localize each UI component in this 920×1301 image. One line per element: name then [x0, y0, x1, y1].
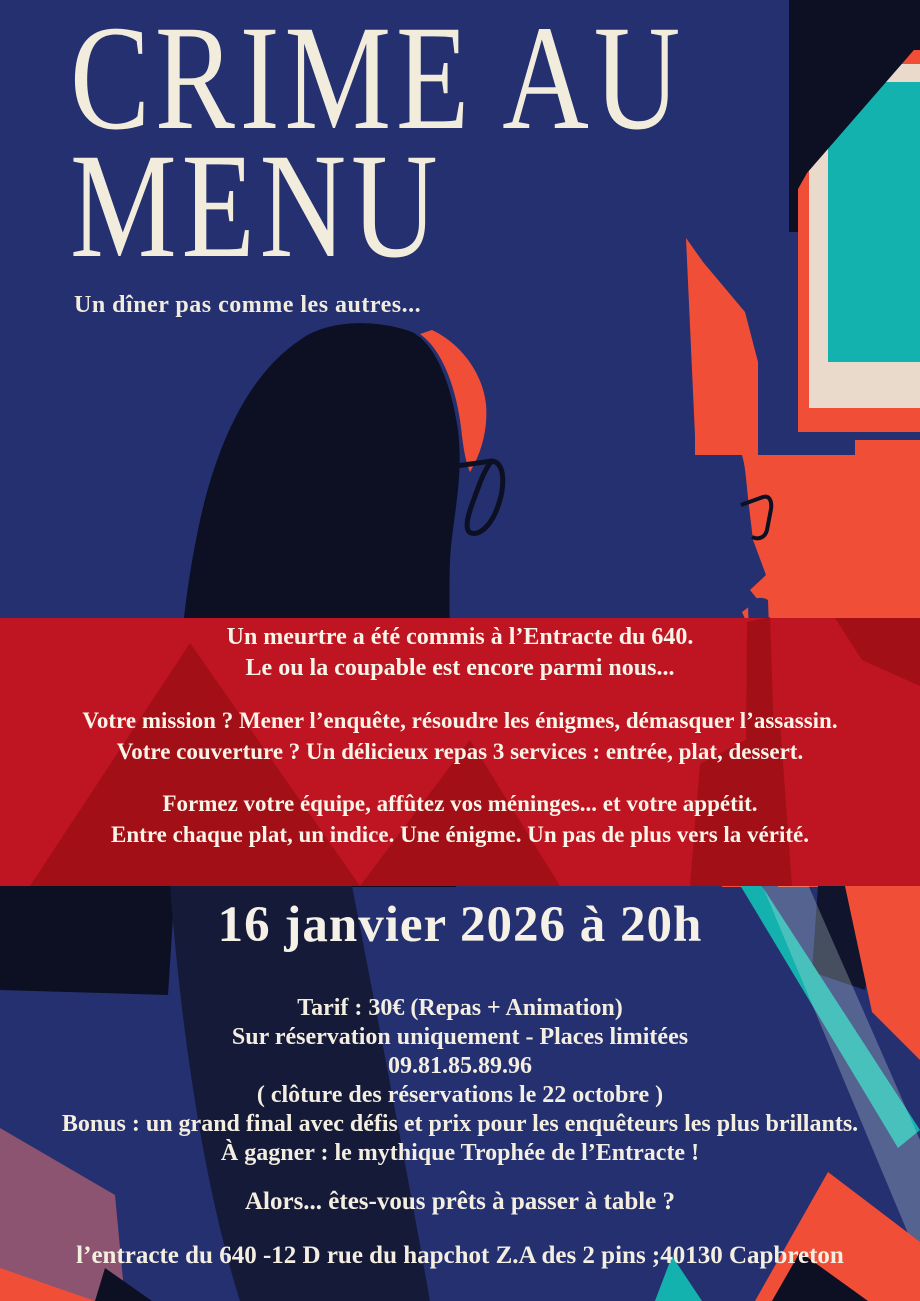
banner-teaser — [0, 788, 920, 850]
price-line: Tarif : 30€ (Repas + Animation) — [297, 995, 623, 1021]
banner-line: Votre mission ? Mener l’enquête, résoudre les énigmes, démasquer l’assassin. — [82, 708, 838, 733]
banner-mission — [0, 705, 920, 767]
title-line-2: MENU — [70, 123, 443, 289]
banner-line: Formez votre équipe, affûtez vos méninges... et votre appétit. — [162, 791, 758, 816]
trophy-line: À gagner : le mythique Trophée de l’Entracte ! — [220, 1140, 700, 1166]
deadline-line: ( clôture des réservations le 22 octobre ) — [256, 1082, 664, 1108]
bonus-line: Bonus : un grand final avec défis et prix pour les enquêteurs les plus brillants. — [61, 1111, 859, 1137]
banner-line: Un meurtre a été commis à l’Entracte du 640. — [226, 624, 694, 650]
reservation-line: Sur réservation uniquement - Places limitées — [231, 1024, 689, 1050]
picture-frame — [789, 0, 920, 456]
banner-text — [0, 622, 920, 871]
poster-title — [70, 0, 686, 289]
banner-line: Entre chaque plat, un indice. Une énigme. Un pas de plus vers la vérité. — [111, 822, 809, 847]
banner-intro — [0, 622, 920, 684]
title-line-1: CRIME AU — [70, 0, 686, 161]
event-date: 16 janvier 2026 à 20h — [217, 897, 703, 953]
poster-subtitle: Un dîner pas comme les autres... — [74, 292, 422, 318]
phone-number: 09.81.85.89.96 — [388, 1053, 532, 1079]
banner-line: Le ou la coupable est encore parmi nous... — [245, 655, 675, 681]
practical-info — [0, 994, 920, 1168]
closing-question: Alors... êtes-vous prêts à passer à table ? — [244, 1188, 676, 1215]
banner-line: Votre couverture ? Un délicieux repas 3 services : entrée, plat, dessert. — [116, 739, 804, 764]
venue-address: l’entracte du 640 -12 D rue du hapchot Z.A des 2 pins ;40130 Capbreton — [76, 1242, 844, 1269]
